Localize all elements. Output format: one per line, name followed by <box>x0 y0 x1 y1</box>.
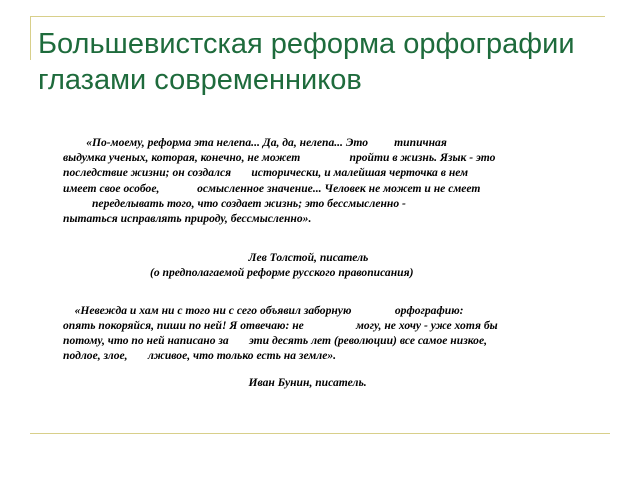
title-line-2: глазами современников <box>38 64 362 96</box>
quote-line: пытаться исправлять природу, бессмысленно». <box>63 212 312 226</box>
bunin-quote <box>63 303 613 364</box>
quote-line: последствие жизни; он создался исторически, и малейшая черточка в нем <box>63 166 469 180</box>
quote-line: опять покоряйся, пиши по ней! Я отвечаю: не могу, не хочу - уже хотя бы <box>63 318 498 332</box>
quote-line: «Невежда и хам ни с того ни с сего объявил заборную орфографию: <box>63 303 464 317</box>
top-divider <box>30 16 605 17</box>
slide-title <box>38 26 608 98</box>
left-divider <box>30 16 31 60</box>
bunin-attribution: Иван Бунин, писатель. <box>63 376 367 390</box>
quote-line: подлое, злое, лживое, что только есть на земле». <box>63 349 337 363</box>
title-line-1: Большевистская реформа орфографии <box>38 28 575 60</box>
quote-line: имеет свое особое, осмысленное значение... Человек не может и не смеет <box>63 181 481 195</box>
slide-body <box>63 135 613 391</box>
quote-line: «По-моему, реформа эта нелепа... Да, да, нелепа... Это типичная <box>63 136 447 149</box>
spacer <box>63 226 613 250</box>
attribution-line: (о предполагаемой реформе русского правописания) <box>63 266 414 280</box>
quote-line: переделывать того, что создает жизнь; это бессмысленно - <box>63 196 406 210</box>
bottom-divider <box>30 433 610 434</box>
quote-line: выдумка ученых, которая, конечно, не может пройти в жизнь. Язык - это <box>63 151 496 165</box>
spacer <box>63 363 613 375</box>
quote-line: потому, что по ней написано за эти десять лет (революции) все самое низкое, <box>63 334 487 348</box>
spacer <box>63 281 613 303</box>
attribution-line: Лев Толстой, писатель <box>63 251 369 265</box>
tolstoy-attribution <box>63 250 613 280</box>
tolstoy-quote <box>63 135 613 226</box>
